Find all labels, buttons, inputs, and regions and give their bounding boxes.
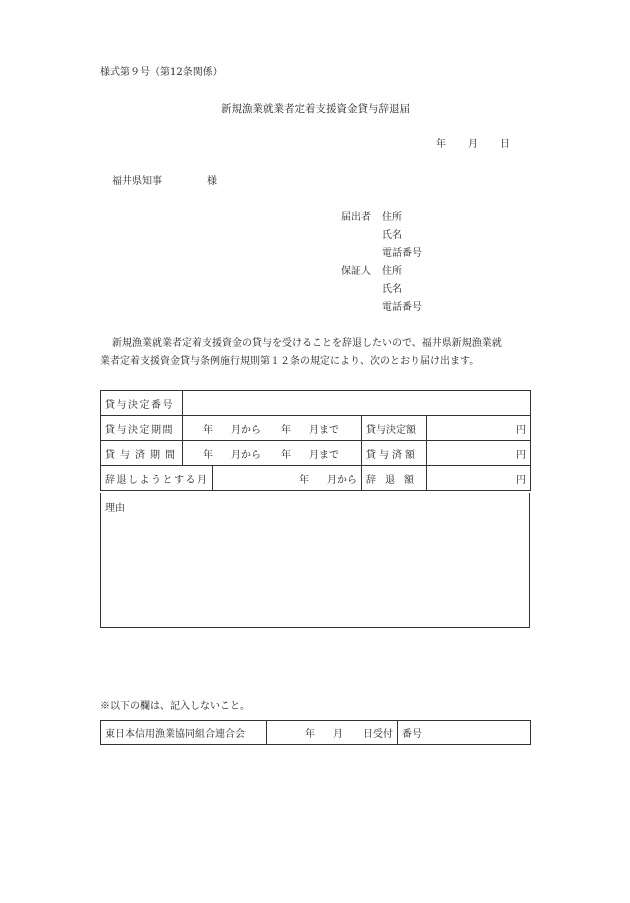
form-title: 新規漁業就業者定着支援資金貸与辞退届 — [221, 103, 410, 115]
addressee-name: 福井県知事 — [112, 176, 162, 187]
body-line-1: 新規漁業就業者定着支援資金の貸与を受けることを辞退したいので、福井県新規漁業就 — [112, 338, 502, 349]
office-received-label: 日受付 — [363, 729, 393, 740]
year-label: 年 — [299, 474, 309, 486]
decision-period-label: 貸与決定期間 — [101, 416, 183, 441]
office-year-label: 年 — [305, 729, 315, 740]
addressee-honorific: 様 — [207, 176, 217, 187]
lent-amount-value[interactable] — [427, 441, 531, 466]
office-received-date[interactable] — [267, 721, 398, 745]
office-org-label: 東日本信用漁業協同組合連合会 — [101, 721, 267, 745]
month-from-label: 月から — [231, 424, 261, 436]
office-note: ※以下の欄は、記入しないこと。 — [100, 701, 250, 712]
guarantor-phone-label: 電話番号 — [382, 302, 422, 313]
decision-amount-value[interactable] — [427, 416, 531, 441]
yen-label: 円 — [516, 449, 526, 461]
applicant-name-label: 氏名 — [382, 230, 402, 241]
guarantor-name-label: 氏名 — [382, 284, 402, 295]
withdraw-month-label: 辞退しようとする月 — [101, 466, 213, 491]
table-row — [101, 721, 531, 745]
decision-number-label: 貸与決定番号 — [101, 391, 183, 416]
month-from-label: 月から — [327, 474, 357, 486]
year-label: 年 — [203, 449, 213, 461]
year-label: 年 — [281, 424, 291, 436]
decision-amount-label: 貸与決定額 — [362, 416, 427, 441]
withdraw-month-value[interactable] — [213, 466, 362, 491]
lent-amount-label: 貸与済額 — [362, 441, 427, 466]
month-from-label: 月から — [231, 449, 261, 461]
table-row — [101, 391, 531, 416]
month-until-label: 月まで — [309, 449, 339, 461]
guarantor-role: 保証人 — [341, 266, 371, 277]
table-row — [101, 416, 531, 441]
applicant-phone-label: 電話番号 — [382, 248, 422, 259]
office-number-label: 番号 — [402, 729, 422, 740]
month-until-label: 月まで — [309, 424, 339, 436]
applicant-address-label: 住所 — [382, 212, 402, 223]
applicant-role: 届出者 — [341, 212, 371, 223]
office-number-field[interactable] — [398, 721, 531, 745]
table-row — [101, 441, 531, 466]
date-month: 月 — [468, 139, 478, 150]
withdraw-amount-label: 辞退額 — [362, 466, 427, 491]
withdraw-amount-value[interactable] — [427, 466, 531, 491]
reason-label: 理由 — [105, 503, 125, 514]
lent-period-value[interactable] — [183, 441, 362, 466]
form-number: 様式第９号（第12条関係） — [100, 67, 223, 78]
date-year: 年 — [436, 139, 446, 150]
office-use-table — [100, 720, 531, 745]
lent-period-label: 貸与済期間 — [101, 441, 183, 466]
reason-table — [100, 493, 530, 628]
office-month-label: 月 — [333, 729, 343, 740]
date-day: 日 — [500, 139, 510, 150]
guarantor-address-label: 住所 — [382, 266, 402, 277]
year-label: 年 — [281, 449, 291, 461]
table-row — [101, 493, 530, 628]
body-line-2: 業者定着支援資金貸与条例施行規則第１２条の規定により、次のとおり届け出ます。 — [100, 356, 480, 367]
decision-number-value[interactable] — [183, 391, 531, 416]
decision-period-value[interactable] — [183, 416, 362, 441]
yen-label: 円 — [516, 424, 526, 436]
year-label: 年 — [203, 424, 213, 436]
reason-field[interactable] — [101, 493, 530, 628]
yen-label: 円 — [516, 474, 526, 486]
table-row — [101, 466, 531, 491]
application-table — [100, 390, 531, 491]
